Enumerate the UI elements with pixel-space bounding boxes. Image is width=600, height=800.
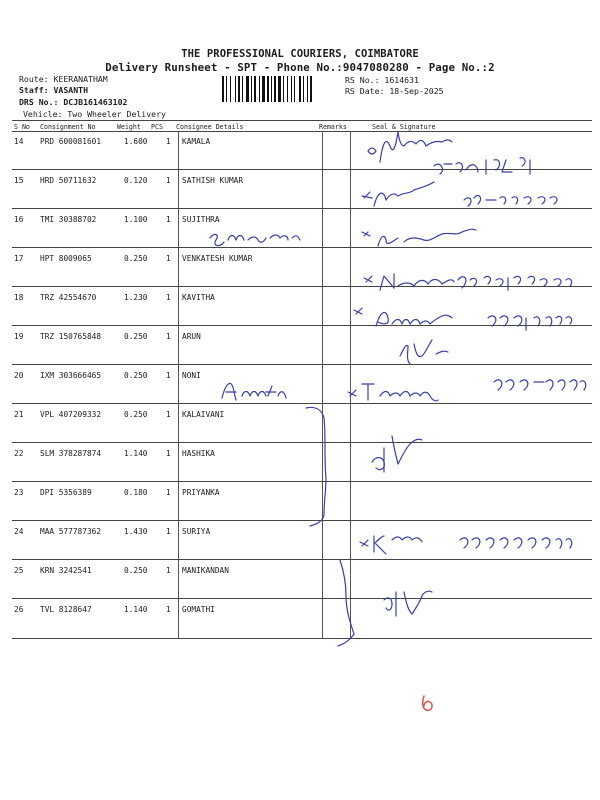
table-row [12, 560, 592, 598]
consignee-cell: KALAIVANI [182, 410, 225, 419]
consignee-cell: PRIYANKA [182, 488, 220, 497]
consignment-cell: IXM 303666465 [40, 371, 102, 380]
staff-label: Staff: VASANTH [19, 85, 89, 95]
consignment-cell: HRD 50711632 [40, 176, 97, 185]
consignee-cell: ARUN [182, 332, 201, 341]
barcode-image [222, 76, 340, 102]
weight-cell: 0.120 [124, 176, 148, 185]
column-header-pcs: PCS [151, 123, 163, 131]
table-row [12, 209, 592, 247]
sno-cell: 17 [14, 254, 24, 263]
pcs-cell: 1 [166, 332, 171, 341]
consignee-cell: SURIYA [182, 527, 211, 536]
barcode-bar [274, 76, 276, 102]
column-header-weight: Weight [117, 123, 141, 131]
column-header-sno: S No [14, 123, 30, 131]
table-row [12, 326, 592, 364]
sno-cell: 22 [14, 449, 24, 458]
route-label: Route: KEERANATHAM [19, 74, 108, 84]
table-row [12, 443, 592, 481]
barcode-bar [310, 76, 312, 102]
consignee-cell: GOMATHI [182, 605, 215, 614]
barcode-bar [235, 76, 236, 102]
weight-cell: 1.430 [124, 527, 148, 536]
consignment-cell: HPT 8009065 [40, 254, 92, 263]
consignment-cell: DPI 5356389 [40, 488, 92, 497]
drs-number: DRS No.: DCJB161463102 [19, 97, 128, 107]
consignee-cell: VENKATESH KUMAR [182, 254, 253, 263]
vehicle-label: Vehicle: Two Wheeler Delivery [23, 109, 166, 119]
barcode-bar [267, 76, 269, 102]
consignee-cell: KAMALA [182, 137, 211, 146]
barcode-bar [262, 76, 265, 102]
document-subtitle: Delivery Runsheet - SPT - Phone No.:9047080280 - Page No.:2 [105, 61, 495, 74]
rs-date: RS Date: 18-Sep-2025 [345, 86, 444, 96]
pcs-cell: 1 [166, 137, 171, 146]
sno-cell: 19 [14, 332, 24, 341]
pcs-cell: 1 [166, 410, 171, 419]
table-row [12, 131, 592, 169]
pcs-cell: 1 [166, 176, 171, 185]
barcode-bar [242, 76, 243, 102]
barcode-bar [246, 76, 249, 102]
sno-cell: 16 [14, 215, 24, 224]
pcs-cell: 1 [166, 293, 171, 302]
table-row [12, 170, 592, 208]
barcode-bar [307, 76, 308, 102]
weight-cell: 0.250 [124, 566, 148, 575]
table-row [12, 482, 592, 520]
weight-cell: 0.250 [124, 410, 148, 419]
table-row [12, 248, 592, 286]
consignment-cell: SLM 378287874 [40, 449, 102, 458]
table-row [12, 521, 592, 559]
consignee-cell: KAVITHA [182, 293, 215, 302]
consignee-cell: SATHISH KUMAR [182, 176, 244, 185]
barcode-bar [271, 76, 272, 102]
weight-cell: 0.250 [124, 371, 148, 380]
sno-cell: 20 [14, 371, 24, 380]
sno-cell: 25 [14, 566, 24, 575]
barcode-bar [230, 76, 231, 102]
pcs-cell: 1 [166, 488, 171, 497]
consignment-cell: TRZ 42554670 [40, 293, 97, 302]
consignee-cell: MANIKANDAN [182, 566, 229, 575]
consignment-cell: MAA 577787362 [40, 527, 102, 536]
barcode-bar [251, 76, 252, 102]
document-title: THE PROFESSIONAL COURIERS, COIMBATORE [181, 48, 419, 60]
weight-cell: 1.600 [124, 137, 148, 146]
weight-cell: 1.140 [124, 605, 148, 614]
barcode-bar [303, 76, 304, 102]
barcode-bar [287, 76, 288, 102]
table-row [12, 599, 592, 637]
consignment-cell: TMI 30388702 [40, 215, 97, 224]
table-header [12, 123, 592, 131]
consignee-cell: HASHIKA [182, 449, 215, 458]
consignment-cell: VPL 407209332 [40, 410, 102, 419]
sno-cell: 23 [14, 488, 24, 497]
consignment-cell: PRD 600081601 [40, 137, 102, 146]
consignment-cell: TRZ 150765848 [40, 332, 102, 341]
barcode-bar [278, 76, 281, 102]
weight-cell: 0.250 [124, 254, 148, 263]
sno-cell: 15 [14, 176, 24, 185]
weight-cell: 1.230 [124, 293, 148, 302]
barcode-bar [254, 76, 256, 102]
barcode-bar [259, 76, 260, 102]
sno-cell: 21 [14, 410, 24, 419]
barcode-bar [283, 76, 284, 102]
column-header-signature: Seal & Signature [372, 123, 436, 131]
table-top-rule [12, 120, 592, 121]
pcs-cell: 1 [166, 527, 171, 536]
barcode-bar [294, 76, 295, 102]
barcode-bar [222, 76, 224, 102]
consignment-cell: TVL 8128647 [40, 605, 92, 614]
consignee-cell: SUJITHRA [182, 215, 220, 224]
weight-cell: 0.250 [124, 332, 148, 341]
weight-cell: 1.140 [124, 449, 148, 458]
consignment-cell: KRN 3242541 [40, 566, 92, 575]
column-header-remarks: Remarks [319, 123, 347, 131]
pcs-cell: 1 [166, 605, 171, 614]
table-row [12, 365, 592, 403]
table-row [12, 404, 592, 442]
weight-cell: 0.180 [124, 488, 148, 497]
pcs-cell: 1 [166, 371, 171, 380]
page-mark [423, 696, 432, 710]
pcs-cell: 1 [166, 254, 171, 263]
pcs-cell: 1 [166, 449, 171, 458]
sno-cell: 14 [14, 137, 24, 146]
barcode-bar [238, 76, 240, 102]
column-header-consignee: Consignee Details [176, 123, 244, 131]
pcs-cell: 1 [166, 215, 171, 224]
pcs-cell: 1 [166, 566, 171, 575]
consignee-cell: NONI [182, 371, 201, 380]
table-row [12, 287, 592, 325]
weight-cell: 1.100 [124, 215, 148, 224]
barcode-bar [226, 76, 227, 102]
rs-number: RS No.: 1614631 [345, 75, 419, 85]
barcode-bar [291, 76, 292, 102]
table-bottom-rule [12, 638, 592, 639]
column-header-consignment: Consignment No [40, 123, 96, 131]
barcode-bar [299, 76, 301, 102]
sno-cell: 18 [14, 293, 24, 302]
sno-cell: 26 [14, 605, 24, 614]
sno-cell: 24 [14, 527, 24, 536]
